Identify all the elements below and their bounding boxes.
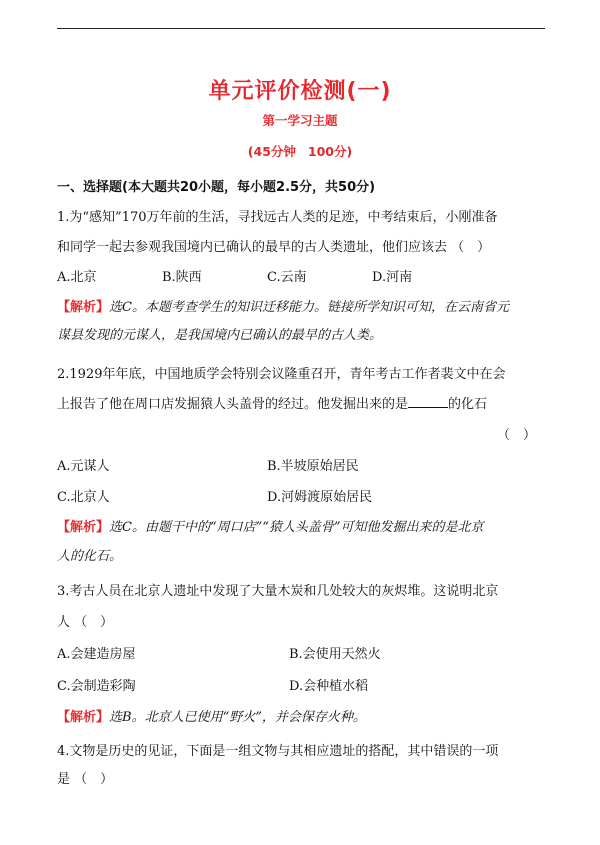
option-a: A.会建造房屋: [57, 647, 136, 662]
question-line: 3.考古人员在北京人遗址中发现了大量木炭和几处较大的灰烬堆。这说明北京: [57, 584, 499, 599]
option-c: C.云南: [267, 270, 307, 285]
question-text: 上报告了他在周口店发掘猿人头盖骨的经过。他发掘出来的是: [57, 397, 409, 412]
question-line: 人 （ ）: [57, 615, 114, 630]
option-b: B.半坡原始居民: [267, 459, 359, 474]
page-subtitle: 第一学习主题: [262, 113, 338, 128]
option-b: B.会使用天然火: [289, 647, 381, 662]
analysis-line: 谋县发现的元谋人，是我国境内已确认的最早的古人类。: [57, 328, 383, 343]
question-line: 1.为“感知”170万年前的生活，寻找远古人类的足迹，中考结束后，小刚准备: [57, 210, 498, 225]
exam-score: 100分): [307, 144, 353, 159]
option-d: D.河南: [372, 270, 413, 285]
exam-meta: [0, 142, 600, 160]
question-line: 和同学一起去参观我国境内已确认的最早的古人类遗址，他们应该去 （ ）: [57, 240, 491, 255]
analysis-text: 选C。本题考查学生的知识迁移能力。链接所学知识可知，在云南省元: [109, 300, 509, 315]
question-line: 是 （ ）: [57, 772, 114, 787]
question-line: [57, 393, 547, 412]
analysis-line: 人的化石。: [57, 549, 123, 564]
question-text: 的化石: [448, 397, 488, 412]
answer-blank: [408, 395, 448, 408]
option-d: D.会种植水稻: [289, 679, 369, 694]
option-b: B.陕西: [162, 270, 202, 285]
question-line: 2.1929年年底，中国地质学会特别会议隆重召开，青年考古工作者裴文中在会: [57, 367, 506, 382]
analysis-text: 选C。由题干中的“周口店”“猿人头盖骨”可知他发掘出来的是北京: [109, 520, 484, 535]
answer-paren: （ ）: [497, 428, 537, 443]
analysis-tag: 【解析】: [57, 520, 110, 535]
analysis-line: [57, 296, 547, 315]
analysis-text: 选B。北京人已使用“野火”，并会保存火种。: [109, 710, 366, 725]
analysis-line: [57, 706, 547, 725]
analysis-tag: 【解析】: [57, 300, 110, 315]
option-c: C.会制造彩陶: [57, 679, 136, 694]
page-title: 单元评价检测(一): [208, 79, 392, 104]
option-c: C.北京人: [57, 490, 110, 505]
exam-time: (45分钟: [247, 144, 296, 159]
top-rule: [57, 28, 545, 29]
section-heading: 一、选择题(本大题共20小题，每小题2.5分，共50分): [57, 180, 376, 195]
option-d: D.河姆渡原始居民: [267, 490, 373, 505]
option-a: A.北京: [57, 270, 97, 285]
analysis-line: [57, 516, 547, 535]
question-line: 4.文物是历史的见证，下面是一组文物与其相应遗址的搭配，其中错误的一项: [57, 744, 499, 759]
analysis-tag: 【解析】: [57, 710, 110, 725]
option-a: A.元谋人: [57, 459, 110, 474]
